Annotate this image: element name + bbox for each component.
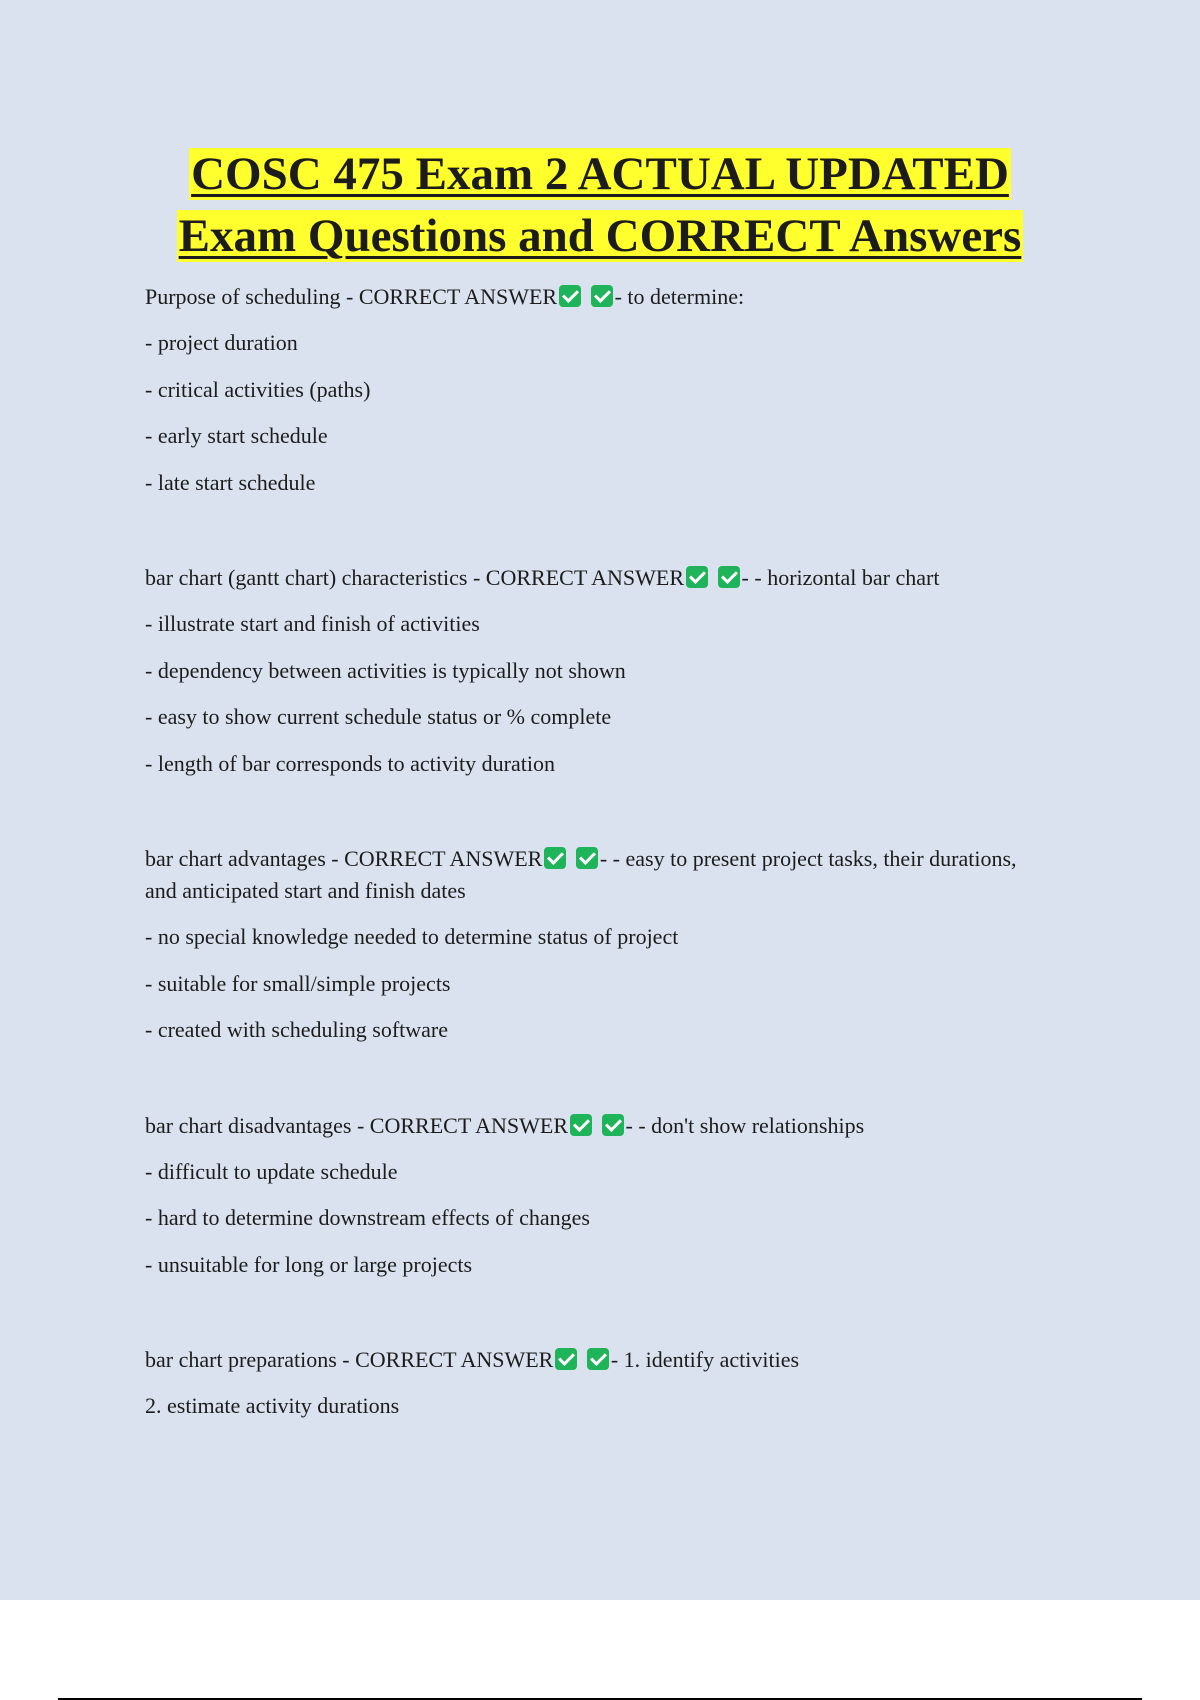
answer-text: - - easy to present project tasks, their durations, and anticipated start and finish dates	[145, 846, 1017, 903]
question-line	[145, 1110, 1045, 1156]
question-text: bar chart preparations - CORRECT ANSWER	[145, 1347, 554, 1372]
answer-item: - no special knowledge needed to determine status of project	[145, 924, 679, 949]
answer-item: - dependency between activities is typically not shown	[145, 657, 626, 683]
title-line-1: COSC 475 Exam 2 ACTUAL UPDATED	[191, 148, 1009, 200]
answer-item: - unsuitable for long or large projects	[145, 1251, 473, 1277]
qa-section-bar-chart-advantages	[145, 843, 1045, 1061]
qa-section-bar-chart-characteristics	[145, 562, 1045, 794]
question-line	[145, 562, 1045, 608]
check-mark-icon	[570, 1114, 592, 1136]
answer-text: - 1. identify activities	[610, 1347, 800, 1372]
question-text: Purpose of scheduling - CORRECT ANSWER	[145, 284, 558, 309]
answer-item: - suitable for small/simple projects	[145, 970, 451, 996]
answer-item: 2. estimate activity durations	[145, 1393, 400, 1418]
check-mark-icon	[587, 1348, 609, 1370]
check-mark-icon	[718, 566, 740, 588]
question-text: bar chart advantages - CORRECT ANSWER	[145, 846, 543, 871]
title-line-2: Exam Questions and CORRECT Answers	[178, 210, 1022, 262]
qa-list	[145, 281, 1045, 1486]
check-mark-icon	[559, 285, 581, 307]
answer-text: - - horizontal bar chart	[741, 565, 940, 590]
check-mark-icon	[686, 566, 708, 588]
check-mark-icon	[555, 1348, 577, 1370]
check-mark-icon	[591, 285, 613, 307]
question-line	[145, 843, 1045, 921]
qa-section-bar-chart-disadvantages	[145, 1110, 1045, 1296]
answer-item: - critical activities (paths)	[145, 376, 371, 402]
answer-item: - difficult to update schedule	[145, 1158, 398, 1184]
qa-section-bar-chart-preparations	[145, 1344, 1045, 1437]
qa-section-purpose-of-scheduling	[145, 281, 1045, 513]
answer-item: - late start schedule	[145, 469, 316, 495]
question-line	[145, 281, 1045, 327]
answer-item: - easy to show current schedule status or % complete	[145, 704, 612, 729]
answer-item: - created with scheduling software	[145, 1017, 448, 1042]
question-text: bar chart disadvantages - CORRECT ANSWER	[145, 1112, 569, 1138]
answer-item: - project duration	[145, 330, 298, 355]
check-mark-icon	[544, 847, 566, 869]
answer-item: - illustrate start and finish of activities	[145, 611, 480, 636]
question-text: bar chart (gantt chart) characteristics - CORRECT ANSWER	[145, 565, 685, 590]
answer-item: - length of bar corresponds to activity duration	[145, 750, 555, 776]
answer-item: - early start schedule	[145, 423, 328, 448]
answer-text: - to determine:	[614, 284, 745, 309]
document-title	[0, 143, 1200, 267]
question-line	[145, 1344, 1045, 1390]
answer-item: - hard to determine downstream effects of changes	[145, 1205, 590, 1230]
check-mark-icon	[576, 847, 598, 869]
check-mark-icon	[602, 1114, 624, 1136]
answer-text: - - don't show relationships	[625, 1112, 865, 1138]
